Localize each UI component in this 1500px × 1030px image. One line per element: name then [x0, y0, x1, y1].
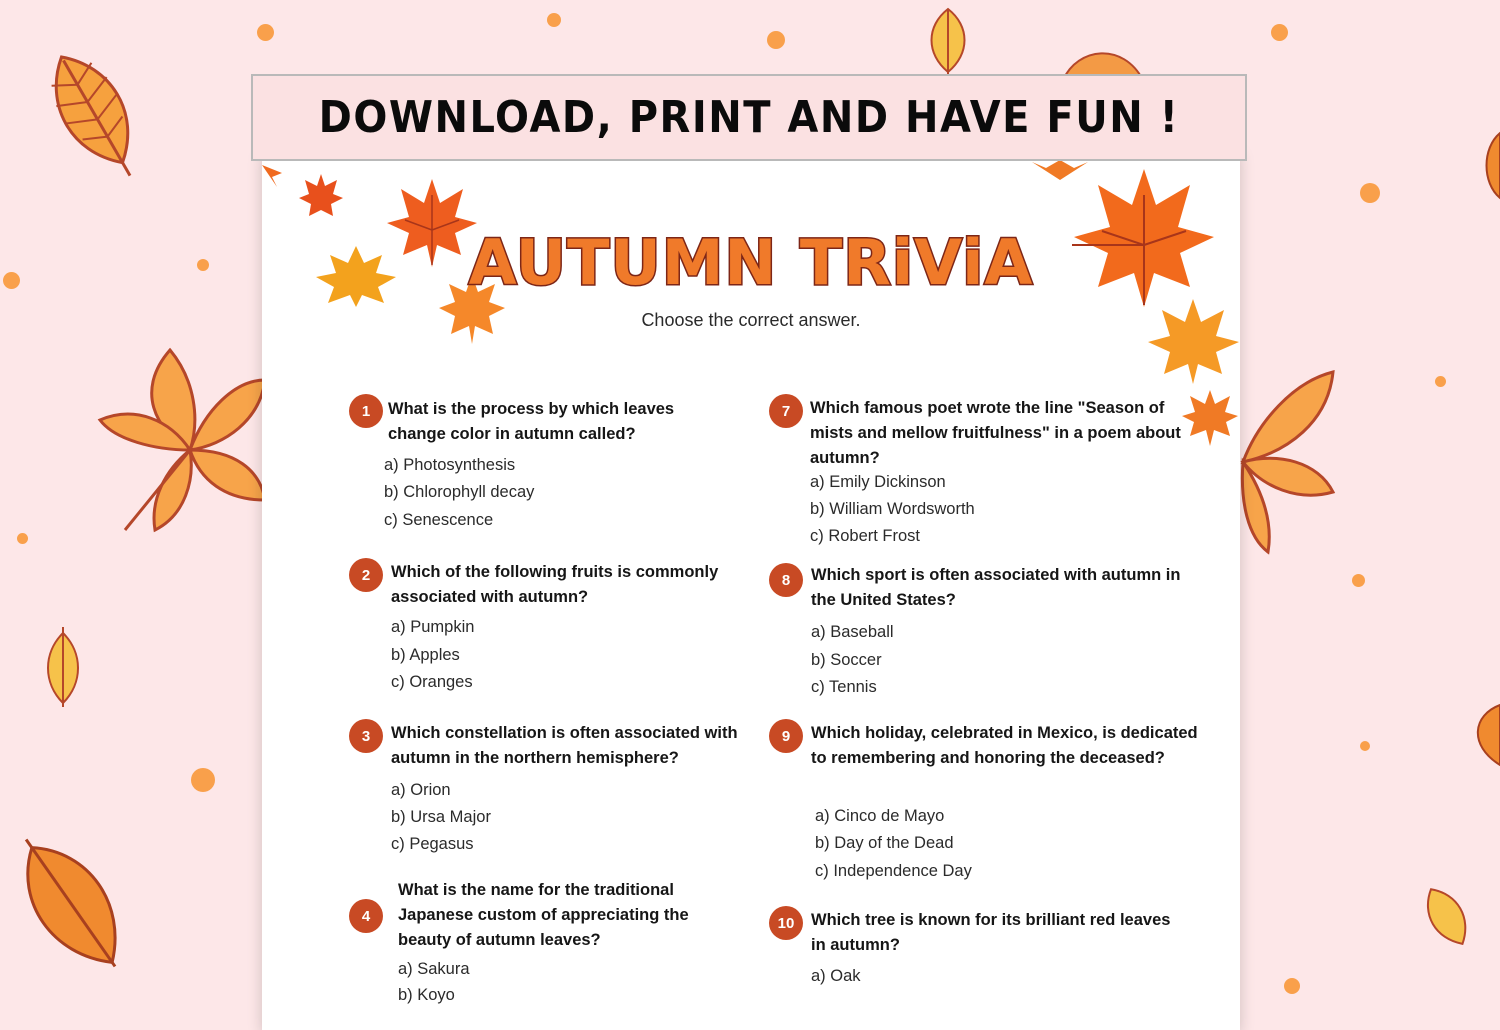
decor-dot	[1435, 376, 1446, 387]
decor-dot	[257, 24, 274, 41]
birch-leaf-icon	[38, 40, 153, 190]
birch-leaf-icon	[5, 825, 140, 985]
question-text: Which famous poet wrote the line "Season of mists and mellow fruitfulness" in a poem about autumn?	[810, 399, 1181, 467]
question-text: What is the name for the traditional Japanese custom of appreciating the beauty of autumn leaves?	[398, 881, 689, 949]
answer-option: c) Robert Frost	[810, 527, 921, 545]
answer-option: c) Oranges	[391, 673, 473, 691]
page-title: AUTUMN TRiViA	[468, 226, 1034, 299]
decor-dot	[1360, 183, 1380, 203]
answer-option: a) Cinco de Mayo	[815, 807, 945, 825]
answer-option: b) Chlorophyll decay	[384, 483, 535, 501]
question-text: Which of the following fruits is commonly associated with autumn?	[391, 563, 719, 606]
decor-dot	[191, 768, 215, 792]
question-number-badge: 9	[769, 719, 803, 753]
answer-option: c) Senescence	[384, 511, 494, 529]
question-text: Which constellation is often associated with autumn in the northern hemisphere?	[391, 724, 738, 767]
answer-option: b) Soccer	[811, 651, 882, 669]
answer-option: a) Photosynthesis	[384, 456, 516, 474]
decor-dot	[767, 31, 785, 49]
question-number-badge: 8	[769, 563, 803, 597]
download-banner	[251, 74, 1247, 161]
chestnut-leaf-icon	[1238, 362, 1338, 557]
answer-option: b) Ursa Major	[391, 808, 491, 826]
maple-leaf-icon	[1468, 700, 1500, 770]
question-number-badge: 10	[769, 906, 803, 940]
question-number-badge: 7	[769, 394, 803, 428]
answer-option: a) Baseball	[811, 623, 894, 641]
answer-option: c) Tennis	[811, 678, 877, 696]
question-text: Which tree is known for its brilliant red leaves in autumn?	[811, 911, 1171, 954]
decor-dot	[197, 259, 209, 271]
answer-option: c) Independence Day	[815, 862, 972, 880]
question-number-badge: 4	[349, 899, 383, 933]
answer-option: a) Oak	[811, 967, 861, 985]
answer-option: a) Pumpkin	[391, 618, 475, 636]
answer-option: c) Pegasus	[391, 835, 474, 853]
decor-dot	[1352, 574, 1365, 587]
page-subtitle: Choose the correct answer.	[641, 310, 861, 330]
answer-option: b) Apples	[391, 646, 460, 664]
birch-leaf-icon	[1420, 880, 1475, 955]
banner-text: DOWNLOAD, PRINT AND HAVE FUN !	[318, 92, 1180, 143]
question-number-badge: 2	[349, 558, 383, 592]
question-text: Which sport is often associated with autumn in the United States?	[811, 566, 1181, 609]
decor-dot	[1284, 978, 1300, 994]
chestnut-leaf-icon	[95, 340, 270, 540]
maple-leaf-icon	[1480, 128, 1500, 203]
decor-dot	[1271, 24, 1288, 41]
decor-dot	[3, 272, 20, 289]
maple-leaf-icon	[297, 172, 345, 222]
answer-option: a) Sakura	[398, 960, 470, 978]
question-text: What is the process by which leaves change color in autumn called?	[388, 400, 675, 443]
answer-option: b) Koyo	[398, 986, 455, 1004]
answer-option: a) Orion	[391, 781, 451, 799]
question-number-badge: 3	[349, 719, 383, 753]
decor-dot	[17, 533, 28, 544]
birch-leaf-icon	[38, 625, 88, 710]
decor-dot	[1360, 741, 1370, 751]
question-text: Which holiday, celebrated in Mexico, is dedicated to remembering and honoring the deceased?	[811, 724, 1198, 767]
question-number-badge: 1	[349, 394, 383, 428]
answer-option: a) Emily Dickinson	[810, 473, 946, 491]
answer-option: b) William Wordsworth	[810, 500, 975, 518]
decor-dot	[547, 13, 561, 27]
maple-leaf-icon	[262, 165, 287, 190]
answer-option: b) Day of the Dead	[815, 834, 954, 852]
birch-leaf-icon	[918, 4, 978, 79]
